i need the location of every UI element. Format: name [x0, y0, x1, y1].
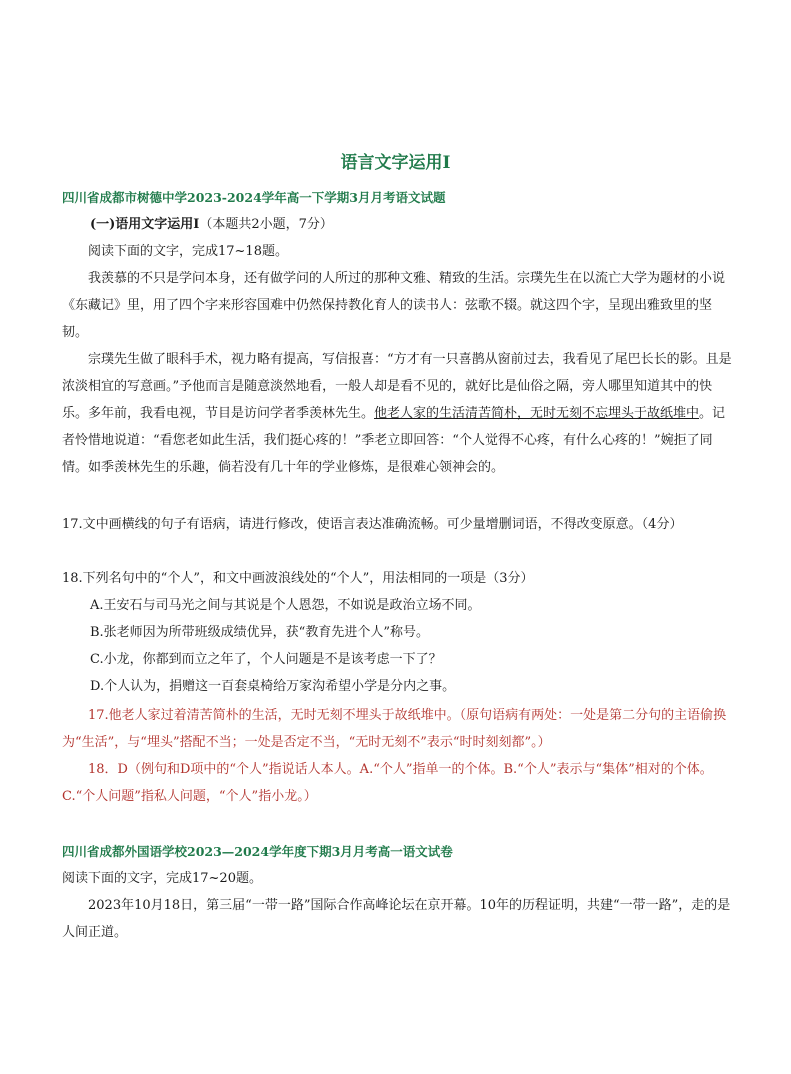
exam-source-1: 四川省成都市树德中学2023-2024学年高一下学期3月月考语文试题: [62, 190, 446, 205]
option-b: B.张老师因为所带班级成绩优异，获“教育先进个人”称号。: [90, 625, 429, 640]
underlined-sentence: 他老人家的生活清苦简朴，无时无刻不忘埋头于故纸堆中: [374, 406, 700, 421]
paragraph-2-part-c: ，有什么心疼的！”婉拒了同情。如季羡林先生的乐趣，倘若没有几十年的学业修炼，是很难心领神会的。: [62, 433, 713, 475]
answer-17: 17.他老人家过着清苦简朴的生活，无时无刻不埋头于故纸堆中。（原句语病有两处：一处是第二分句的主语偷换为“生活”，与“埋头”搭配不当；一处是否定不当，“无时无刻不”表示“时时刻刻都”。）: [62, 708, 727, 750]
section-head-note: （本题共2小题，7分）: [199, 217, 333, 232]
paragraph-2-part-a: 宗璞先生做了眼科手术，视力略有提高，写信报喜：“方才有一只喜鹊从窗前过去，我看见了尾巴长长的影。且是浓淡相宜的写意画。”予他而言是随意淡然地看，一般人却是看不见的，就好比是仙俗之隔，旁人哪里知道其中的快乐。多年前，我看电视，节目是访问学者季羡林先生。: [62, 352, 732, 421]
question-18: 18.下列名句中的“个人”，和文中画波浪线处的“个人”，用法相同的一项是（3分）: [62, 571, 534, 586]
answer-18: 18．D（例句和D项中的“个人”指说话人本人。A.“个人”指单一的个体。B.“个人”表示与“集体”相对的个体。C.“个人问题”指私人问题，“个人”指小龙。）: [62, 762, 713, 804]
section-heading: [62, 211, 762, 238]
question-17: 17.文中画横线的句子有语病，请进行修改，使语言表达准确流畅。可少量增删词语，不得改变原意。（4分）: [62, 517, 683, 532]
passage-paragraph-3: 2023年10月18日，第三届“一带一路”国际合作高峰论坛在京开幕。10年的历程证明，共建“一带一路”，走的是人间正道。: [62, 898, 731, 940]
option-d: D.个人认为，捐赠这一百套桌椅给万家沟希望小学是分内之事。: [90, 679, 456, 694]
option-c: C.小龙，你都到而立之年了，个人问题是不是该考虑一下了？: [90, 652, 442, 667]
exam-source-2: 四川省成都外国语学校2023—2024学年度下期3月月考高一语文试卷: [62, 844, 453, 859]
passage-paragraph-2: [62, 346, 734, 481]
instruction-1: 阅读下面的文字，完成17~18题。: [88, 244, 288, 259]
wavy-phrase: “个人觉得不心疼: [452, 433, 550, 448]
section-head-label: (一)语用文字运用Ⅰ: [90, 217, 200, 232]
option-a: A.王安石与司马光之间与其说是个人恩怨，不如说是政治立场不同。: [90, 598, 481, 613]
instruction-2: 阅读下面的文字，完成17~20题。: [62, 871, 262, 886]
passage-paragraph-1: 我羡慕的不只是学问本身，还有做学问的人所过的那种文雅、精致的生活。宗璞先生在以流亡大学为题材的小说《东藏记》里，用了四个字来形容国难中仍然保持教化育人的读书人：弦歌不辍。就这四个字，呈现出雅致里的坚韧。: [62, 271, 726, 340]
document-title: 语言文字运用Ⅰ: [340, 153, 451, 173]
paragraph-2-part-b: 。记者怜惜地说道：“看您老如此生活，我们挺心疼的！”季老立即回答：: [62, 406, 726, 448]
